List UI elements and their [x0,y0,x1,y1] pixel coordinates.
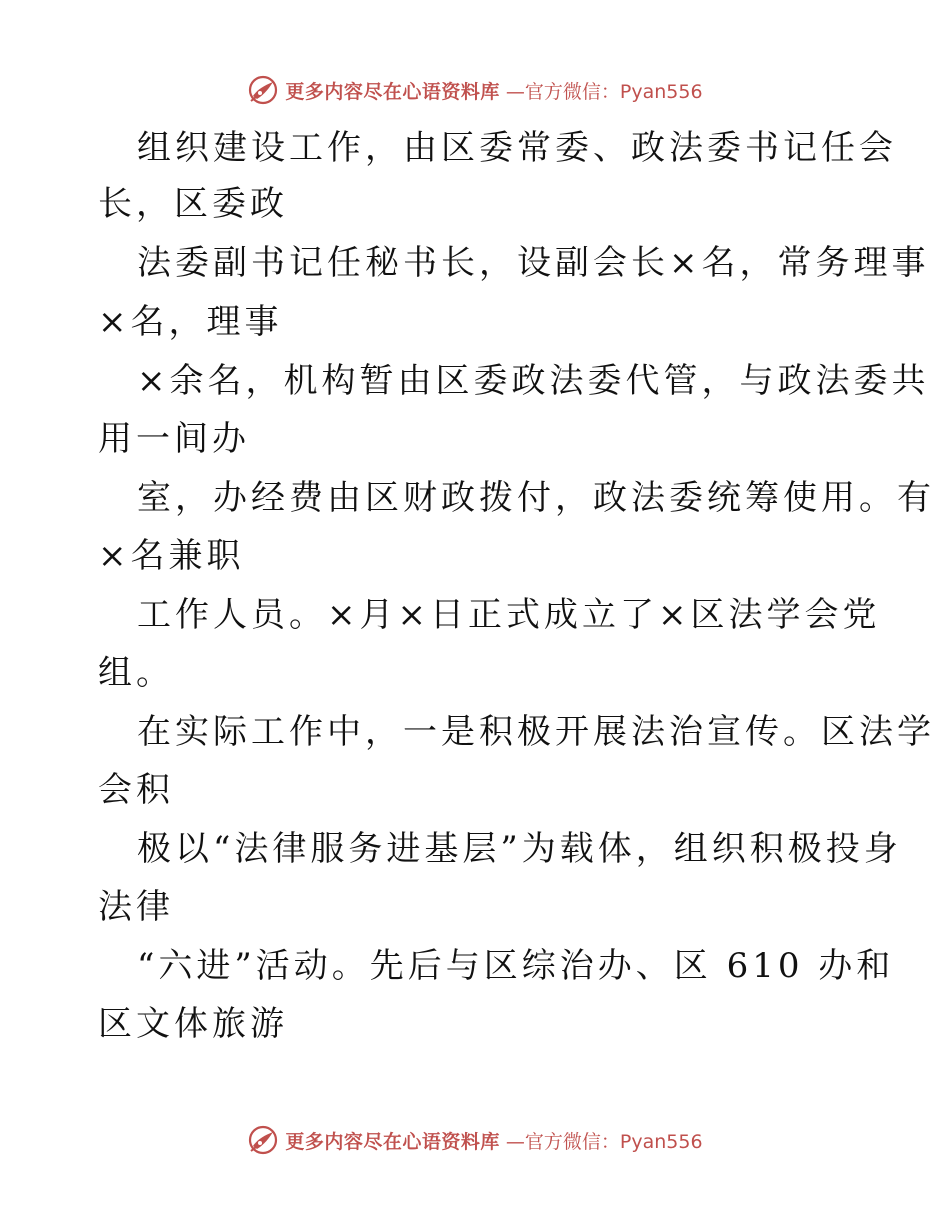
pen-nib-logo-icon [247,1124,279,1156]
body-line: 室，办经费由区财政拨付，政法委统筹使用。有 [137,478,935,518]
body-line: 区文体旅游 [98,1004,288,1044]
footer-banner [247,1124,702,1156]
body-line: ×余名，机构暂由区委政法委代管，与政法委共 [137,361,930,401]
body-line: 法委副书记任秘书长，设副会长×名，常务理事 [137,243,930,283]
body-line: 工作人员。×月×日正式成立了×区法学会党 [137,595,881,635]
header-brand-text: 更多内容尽在心语资料库 [285,80,500,103]
body-line: “六进”活动。先后与区综治办、区 610 办和 [137,946,895,986]
body-line: 法律 [98,887,174,927]
body-line: ×名，理事 [98,302,283,342]
header-banner [247,74,702,106]
page-footer [0,1120,950,1160]
body-line: 用一间办 [98,419,250,459]
body-line: 会积 [98,770,174,810]
header-wechat-text: —官方微信：Pyan556 [505,80,703,103]
footer-brand-text: 更多内容尽在心语资料库 [285,1130,500,1153]
body-line: 极以“法律服务进基层”为载体，组织积极投身 [137,829,902,869]
page-header [0,70,950,110]
footer-wechat-text: —官方微信：Pyan556 [505,1130,703,1153]
body-line: 长，区委政 [98,184,288,224]
body-line: ×名兼职 [98,536,245,576]
pen-nib-logo-icon [247,74,279,106]
body-line: 在实际工作中，一是积极开展法治宣传。区法学 [137,712,935,752]
body-line: 组。 [98,653,174,693]
body-line: 组织建设工作，由区委常委、政法委书记任会 [137,128,897,168]
